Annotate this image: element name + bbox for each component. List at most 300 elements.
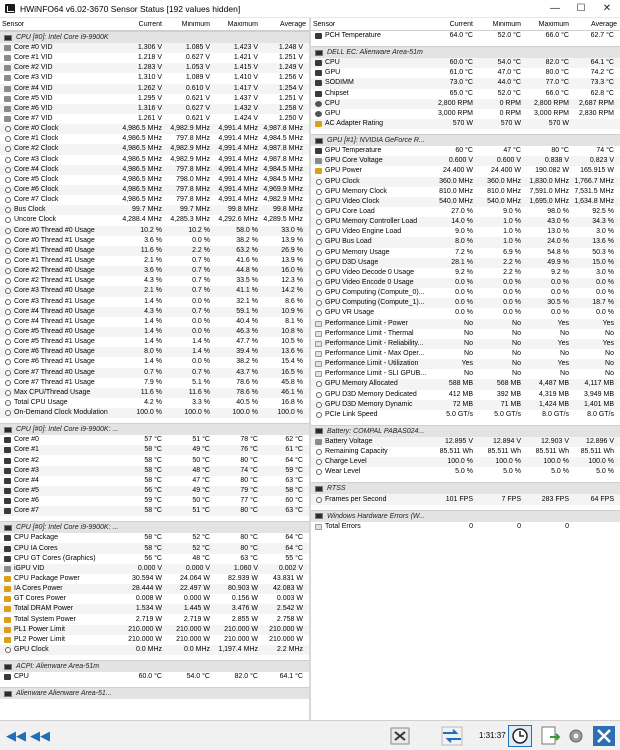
- sensor-name: [0, 635, 116, 645]
- nav-forward-icon[interactable]: ◀◀: [30, 728, 50, 743]
- current-value: 60.0 °C: [449, 59, 473, 67]
- sensor-row[interactable]: [0, 317, 309, 327]
- minimum-value: 0.0 %: [192, 358, 210, 366]
- sensor-name: [311, 437, 427, 447]
- maximum-value: 0: [565, 522, 569, 530]
- col-maximum[interactable]: Maximum: [227, 20, 258, 28]
- current-value: 1.310 V: [137, 74, 162, 82]
- col-minimum[interactable]: Minimum: [181, 20, 210, 28]
- sensor-row[interactable]: [311, 379, 620, 389]
- minimum-value: 4,982.9 MHz: [170, 155, 210, 163]
- sensor-row[interactable]: [311, 109, 620, 119]
- sensor-label: CPU Package: [14, 534, 58, 542]
- sensor-row[interactable]: [0, 297, 309, 307]
- maximum-value: 0.0 %: [551, 279, 569, 287]
- metric-icon: [5, 288, 11, 294]
- maximum-value: 40.5 %: [236, 398, 258, 406]
- sensor-row[interactable]: [311, 156, 620, 166]
- average-value: 210.000 W: [269, 635, 303, 643]
- sensor-row[interactable]: [0, 327, 309, 337]
- sensor-row[interactable]: [311, 99, 620, 109]
- sensor-row[interactable]: [0, 195, 309, 205]
- metric-icon: [316, 412, 322, 418]
- metric-icon: [316, 280, 322, 286]
- status-icon: [315, 361, 322, 367]
- col-sensor[interactable]: Sensor: [313, 20, 336, 28]
- sensor-row[interactable]: [0, 476, 309, 486]
- metric-icon: [316, 189, 322, 195]
- sensor-row[interactable]: [311, 447, 620, 457]
- maximum-value: Yes: [557, 339, 569, 347]
- metric-icon: [5, 197, 11, 203]
- sensor-name: [0, 594, 116, 604]
- sensor-group-title: Battery: COMPAL PABAS024...: [327, 427, 425, 435]
- chip-icon: [4, 525, 12, 531]
- minimum-value: 798.0 MHz: [176, 175, 210, 183]
- sensor-group-title: Windows Hardware Errors (W...: [327, 512, 426, 520]
- col-minimum[interactable]: Minimum: [492, 20, 521, 28]
- sensor-group-header[interactable]: [311, 510, 620, 522]
- voltage-icon: [315, 158, 322, 164]
- sensor-row[interactable]: [0, 205, 309, 215]
- sensor-row[interactable]: [0, 276, 309, 286]
- sensor-name: [0, 554, 116, 564]
- elapsed-time: 1:31:37: [479, 731, 506, 740]
- minimum-value: 24.064 W: [180, 574, 210, 582]
- minimum-value: 100.0 %: [495, 458, 521, 466]
- network-icon[interactable]: [388, 725, 412, 747]
- current-value: 12.895 V: [444, 437, 473, 445]
- sensor-row[interactable]: [311, 369, 620, 379]
- sensor-group-header[interactable]: [0, 660, 309, 672]
- sensor-label: CPU Package Power: [14, 574, 80, 582]
- power-icon: [4, 617, 11, 623]
- minimum-value: 48 °C: [192, 554, 210, 562]
- minimum-value: 0.627 V: [185, 104, 210, 112]
- sensor-row[interactable]: [311, 78, 620, 88]
- current-value: 58 °C: [144, 446, 162, 454]
- sensor-name: [311, 308, 427, 318]
- sensor-label: GPU Video Decode 0 Usage: [325, 268, 414, 276]
- sensor-row[interactable]: [0, 53, 309, 63]
- sensor-label: PL1 Power Limit: [14, 625, 65, 633]
- col-sensor[interactable]: Sensor: [2, 20, 25, 28]
- sensor-row[interactable]: [311, 359, 620, 369]
- sensor-label: Core #3: [14, 466, 39, 474]
- sensor-row[interactable]: [311, 166, 620, 176]
- sensor-name: [311, 89, 427, 99]
- close-button[interactable]: ✕: [602, 3, 612, 14]
- sensor-row[interactable]: [0, 604, 309, 614]
- sensor-group-header[interactable]: [311, 482, 620, 494]
- sensor-row[interactable]: [311, 437, 620, 447]
- metric-icon: [316, 250, 322, 256]
- average-value: 1.251 V: [278, 54, 303, 62]
- maximum-value: 8.0 GT/s: [542, 410, 569, 418]
- sensor-row[interactable]: [0, 185, 309, 195]
- current-value: 28.1 %: [451, 258, 473, 266]
- minimum-value: 0.0 %: [503, 279, 521, 287]
- sensor-row[interactable]: [0, 455, 309, 465]
- status-icon: [315, 321, 322, 327]
- average-value: 1.258 V: [278, 104, 303, 112]
- sensor-row[interactable]: [0, 175, 309, 185]
- minimum-value: 1.445 W: [183, 605, 210, 613]
- maximum-value: 41.6 %: [236, 257, 258, 265]
- sensor-row[interactable]: [0, 614, 309, 624]
- sensor-row[interactable]: [0, 625, 309, 635]
- sensor-name: [311, 207, 427, 217]
- average-value: 2,830 RPM: [578, 109, 614, 117]
- maximum-value: 32.1 %: [236, 297, 258, 305]
- sensor-label: GPU: [325, 109, 341, 117]
- sensor-row[interactable]: [311, 119, 620, 129]
- sensor-row[interactable]: [0, 398, 309, 408]
- current-value: 9.0 %: [455, 228, 473, 236]
- average-value: 1.254 V: [278, 84, 303, 92]
- sensor-row[interactable]: [311, 89, 620, 99]
- sensor-label: GPU D3D Usage: [325, 258, 379, 266]
- maximum-value: 80 °C: [240, 507, 258, 515]
- sensor-name: [0, 246, 116, 256]
- sensor-row[interactable]: [0, 43, 309, 53]
- sensor-row[interactable]: [0, 584, 309, 594]
- sensor-row[interactable]: [311, 298, 620, 308]
- chip-icon: [315, 428, 323, 434]
- average-value: 12.896 V: [585, 437, 614, 445]
- current-value: 8.0 %: [144, 348, 162, 356]
- sensor-row[interactable]: [0, 266, 309, 276]
- sensor-row[interactable]: [311, 288, 620, 298]
- col-maximum[interactable]: Maximum: [538, 20, 569, 28]
- metric-icon: [316, 209, 322, 215]
- voltage-icon: [4, 55, 11, 61]
- average-value: 26.9 %: [281, 246, 303, 254]
- sensor-row[interactable]: [311, 31, 620, 41]
- maximum-value: 49.9 %: [547, 258, 569, 266]
- sensor-row[interactable]: [311, 217, 620, 227]
- status-bar: [0, 720, 620, 750]
- sensor-row[interactable]: [0, 124, 309, 134]
- export-icon[interactable]: [538, 725, 562, 747]
- sensor-name: [311, 339, 427, 349]
- sensor-row[interactable]: [0, 564, 309, 574]
- sensor-row[interactable]: [0, 357, 309, 367]
- sensor-row[interactable]: [0, 645, 309, 655]
- current-value: 4,986.5 MHz: [122, 145, 162, 153]
- average-value: 0.0 %: [596, 279, 614, 287]
- sensor-row[interactable]: [0, 506, 309, 516]
- sensor-name: [0, 317, 116, 327]
- current-value: 0.0 %: [455, 289, 473, 297]
- sensor-name: [311, 400, 427, 410]
- clock-icon[interactable]: [508, 725, 532, 747]
- average-value: 4,987.8 MHz: [263, 125, 303, 133]
- sensor-name: [0, 307, 116, 317]
- minimum-value: 51 °C: [192, 436, 210, 444]
- sensor-row[interactable]: [311, 68, 620, 78]
- sensor-row[interactable]: [311, 146, 620, 156]
- sensor-group-title: CPU [#0]: Intel Core i9-9900K: ...: [16, 426, 119, 434]
- temperature-icon: [315, 91, 322, 97]
- sensor-row[interactable]: [0, 63, 309, 73]
- metric-icon: [5, 309, 11, 315]
- sensor-row[interactable]: [311, 187, 620, 197]
- maximum-value: 85.511 Wh: [535, 448, 569, 456]
- sensor-row[interactable]: [0, 226, 309, 236]
- sensor-row[interactable]: [0, 84, 309, 94]
- sensor-name: [311, 319, 427, 329]
- sensor-group-header[interactable]: [0, 423, 309, 435]
- chip-icon: [315, 50, 323, 56]
- sensor-name: [311, 522, 427, 532]
- sensor-name: [0, 445, 116, 455]
- sensor-label: CPU: [325, 59, 340, 67]
- temperature-icon: [4, 478, 11, 484]
- sensor-group-header[interactable]: [0, 31, 309, 43]
- average-value: 63 °C: [285, 476, 303, 484]
- minimum-value: 1.0 %: [503, 218, 521, 226]
- sensor-name: [0, 43, 116, 53]
- sensor-row[interactable]: [311, 268, 620, 278]
- minimum-value: 0.0 MHz: [183, 645, 210, 653]
- metric-icon: [5, 207, 11, 213]
- sensor-row[interactable]: [311, 197, 620, 207]
- sensor-row[interactable]: [0, 165, 309, 175]
- sensor-list: [311, 31, 620, 532]
- sensor-row[interactable]: [311, 58, 620, 68]
- average-value: 13.6 %: [281, 348, 303, 356]
- sensor-row[interactable]: [0, 134, 309, 144]
- sensor-group-header[interactable]: [311, 425, 620, 437]
- sensor-row[interactable]: [311, 339, 620, 349]
- average-value: 18.7 %: [592, 299, 614, 307]
- temperature-icon: [4, 447, 11, 453]
- sensor-name: [0, 53, 116, 63]
- maximum-value: 3.476 W: [231, 605, 258, 613]
- current-value: 100.0 %: [136, 409, 162, 417]
- maximum-value: 39.4 %: [236, 348, 258, 356]
- sensor-row[interactable]: [0, 635, 309, 645]
- sensor-row[interactable]: [0, 246, 309, 256]
- sensor-row[interactable]: [311, 207, 620, 217]
- maximum-value: 1.421 V: [233, 54, 258, 62]
- minimum-value: 0.621 V: [185, 115, 210, 123]
- metric-icon: [5, 319, 11, 325]
- sensor-row[interactable]: [311, 329, 620, 339]
- maximum-value: 1.410 V: [233, 74, 258, 82]
- sensor-group-header[interactable]: [311, 134, 620, 146]
- minimum-value: 1.089 V: [185, 74, 210, 82]
- sensor-name: [311, 379, 427, 389]
- sensor-row[interactable]: [0, 368, 309, 378]
- sensor-row[interactable]: [0, 347, 309, 357]
- left-sensor-panel[interactable]: [0, 18, 309, 720]
- sensor-label: GPU: [325, 69, 341, 77]
- average-value: 4,982.9 MHz: [263, 196, 303, 204]
- sensor-label: Performance Limit - Max Oper...: [325, 350, 425, 357]
- current-value: 0: [469, 522, 473, 530]
- minimum-value: 49 °C: [192, 486, 210, 494]
- sensor-row[interactable]: [0, 408, 309, 418]
- sensor-row[interactable]: [311, 400, 620, 410]
- maximum-value: 1.437 V: [233, 94, 258, 102]
- sensor-label: Core #7: [14, 507, 39, 515]
- sensor-name: [0, 266, 116, 276]
- minimum-value: 360.0 MHz: [487, 177, 521, 185]
- minimum-value: 0.610 V: [185, 84, 210, 92]
- sensor-row[interactable]: [0, 94, 309, 104]
- sensor-row[interactable]: [0, 533, 309, 543]
- sensor-row[interactable]: [0, 114, 309, 124]
- sensor-row[interactable]: [0, 73, 309, 83]
- right-sensor-panel[interactable]: [311, 18, 620, 720]
- sensor-row[interactable]: [311, 494, 620, 504]
- current-value: 99.7 MHz: [132, 206, 162, 214]
- sensor-group-title: GPU [#1]: NVIDIA GeForce R...: [327, 137, 425, 145]
- col-current[interactable]: Current: [449, 20, 473, 28]
- average-value: 4,984.5 MHz: [263, 165, 303, 173]
- minimum-value: 4,285.3 MHz: [170, 216, 210, 224]
- sensor-row[interactable]: [311, 278, 620, 288]
- sensor-name: [311, 278, 427, 288]
- sensor-row[interactable]: [311, 457, 620, 467]
- sensor-row[interactable]: [0, 594, 309, 604]
- sensor-label: Core #5 Thread #0 Usage: [14, 328, 95, 335]
- sensor-label: Core #5 VID: [14, 94, 53, 102]
- metric-icon: [5, 380, 11, 386]
- sensor-name: [0, 533, 116, 543]
- average-value: 4,289.5 MHz: [263, 216, 303, 224]
- current-value: 4,986.5 MHz: [122, 186, 162, 194]
- maximize-button[interactable]: ☐: [576, 3, 586, 14]
- sensor-row[interactable]: [0, 543, 309, 553]
- maximum-value: 4,487 MB: [539, 380, 569, 388]
- average-value: 62.8 °C: [590, 89, 614, 97]
- sensor-row[interactable]: [311, 410, 620, 420]
- sensor-name: [0, 104, 116, 114]
- average-value: 1,634.8 MHz: [574, 197, 614, 205]
- current-value: Yes: [461, 360, 473, 368]
- sensor-row[interactable]: [0, 337, 309, 347]
- sensor-row[interactable]: [311, 308, 620, 318]
- sensor-name: [0, 388, 116, 398]
- sensor-row[interactable]: [0, 574, 309, 584]
- sensor-row[interactable]: [0, 236, 309, 246]
- sensor-row[interactable]: [311, 390, 620, 400]
- metric-icon: [316, 229, 322, 235]
- sensor-row[interactable]: [0, 378, 309, 388]
- current-value: 0.0 MHz: [135, 645, 162, 653]
- average-value: 43.831 W: [273, 574, 303, 582]
- sensor-row[interactable]: [311, 258, 620, 268]
- sensor-row[interactable]: [0, 104, 309, 114]
- sensor-row[interactable]: [311, 349, 620, 359]
- sensor-row[interactable]: [0, 435, 309, 445]
- sensor-label: GPU Clock: [325, 177, 360, 185]
- sensor-label: GPU Computing (Compute_1)...: [325, 299, 425, 307]
- minimize-button[interactable]: —: [550, 3, 560, 14]
- average-value: 100.0 %: [588, 458, 614, 466]
- col-average[interactable]: Average: [591, 20, 617, 28]
- status-icon: [315, 524, 322, 530]
- minimum-value: 797.8 MHz: [176, 196, 210, 204]
- sensor-row[interactable]: [0, 307, 309, 317]
- sensor-row[interactable]: [311, 177, 620, 187]
- minimum-value: 52.0 °C: [497, 89, 521, 97]
- sensor-name: [0, 357, 116, 367]
- average-value: 10.8 %: [281, 328, 303, 335]
- minimum-value: 0.7 %: [192, 257, 210, 265]
- sensor-list: [0, 31, 309, 699]
- sensor-row[interactable]: [0, 496, 309, 506]
- sensor-label: Core #0 Clock: [14, 125, 59, 133]
- sensor-row[interactable]: [0, 215, 309, 225]
- sensor-row[interactable]: [0, 286, 309, 296]
- move-icon[interactable]: [440, 725, 464, 747]
- current-value: 5.0 GT/s: [446, 410, 473, 418]
- current-value: 810.0 MHz: [439, 187, 473, 195]
- sensor-row[interactable]: [0, 144, 309, 154]
- settings-icon[interactable]: [564, 725, 588, 747]
- status-icon: [315, 331, 322, 337]
- temperature-icon: [315, 80, 322, 86]
- current-value: No: [464, 329, 473, 337]
- maximum-value: 4,991.4 MHz: [218, 165, 258, 173]
- col-average[interactable]: Average: [280, 20, 306, 28]
- sensor-row[interactable]: [311, 227, 620, 237]
- current-value: 1.4 %: [144, 297, 162, 305]
- sensor-row[interactable]: [311, 248, 620, 258]
- current-value: 9.2 %: [455, 268, 473, 276]
- sensor-label: Total DRAM Power: [14, 605, 74, 613]
- sensor-group-header[interactable]: [311, 46, 620, 58]
- sensor-row[interactable]: [0, 486, 309, 496]
- sensor-label: Core #4 Thread #0 Usage: [14, 307, 95, 315]
- sensor-row[interactable]: [311, 319, 620, 329]
- sensor-name: [0, 327, 116, 337]
- sensor-row[interactable]: [0, 445, 309, 455]
- current-value: 57 °C: [144, 436, 162, 444]
- sensor-row[interactable]: [311, 522, 620, 532]
- current-value: 1.306 V: [137, 44, 162, 52]
- sensor-row[interactable]: [0, 554, 309, 564]
- close-icon[interactable]: [592, 725, 616, 747]
- col-current[interactable]: Current: [138, 20, 162, 28]
- sensor-group-header[interactable]: [0, 687, 309, 699]
- sensor-row[interactable]: [0, 466, 309, 476]
- minimum-value: 0.0 %: [503, 299, 521, 307]
- nav-back-icon[interactable]: ◀◀: [6, 728, 26, 743]
- sensor-row[interactable]: [0, 388, 309, 398]
- sensor-label: GPU Memory Controller Load: [325, 218, 418, 226]
- average-value: 33.0 %: [281, 226, 303, 234]
- sensor-row[interactable]: [311, 467, 620, 477]
- minimum-value: 49 °C: [192, 446, 210, 454]
- average-value: 74.2 °C: [590, 69, 614, 77]
- maximum-value: 30.5 %: [547, 299, 569, 307]
- sensor-row[interactable]: [0, 256, 309, 266]
- sensor-label: Performance Limit - Power: [325, 319, 408, 327]
- sensor-name: [311, 248, 427, 258]
- sensor-row[interactable]: [311, 237, 620, 247]
- sensor-label: Core #0 VID: [14, 44, 53, 52]
- sensor-group-header[interactable]: [0, 521, 309, 533]
- sensor-name: [311, 329, 427, 339]
- sensor-row[interactable]: [0, 672, 309, 682]
- sensor-row[interactable]: [0, 155, 309, 165]
- sensor-name: [0, 466, 116, 476]
